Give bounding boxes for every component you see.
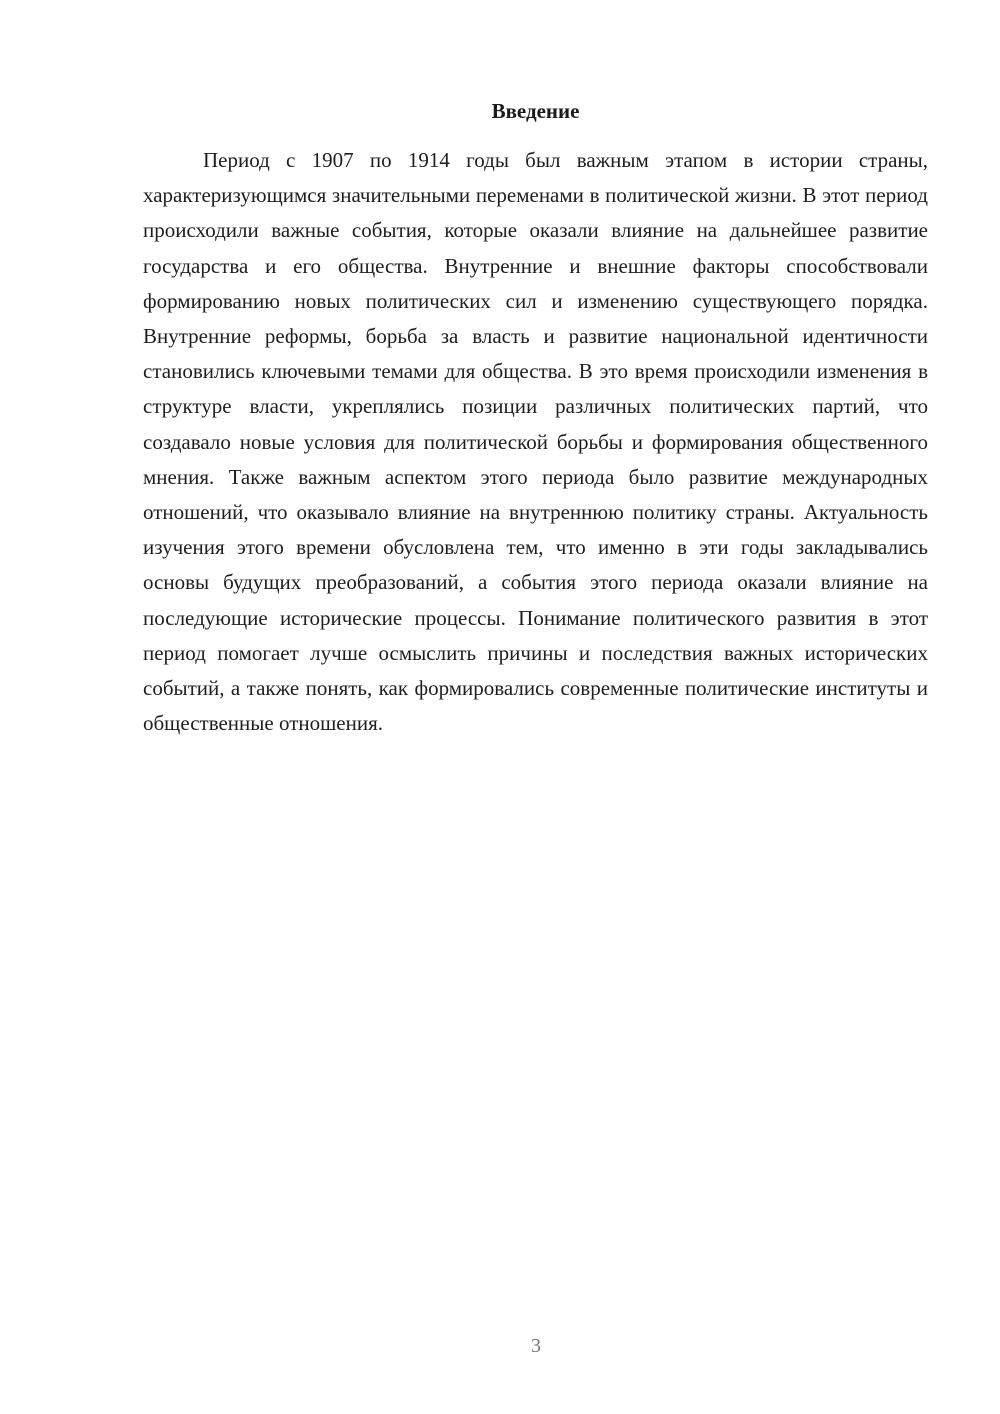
section-heading: Введение [491, 99, 580, 123]
intro-paragraph: Период с 1907 по 1914 годы был важным этапом в истории страны, характеризующимся значительными переменами в политической жизни. В этот период происходили важные события, которые оказали влияние на дальнейшее развитие государства и его общества. Внутренние и внешние факторы способствовали формированию новых политических сил и изменению существующего порядка. Внутренние реформы, борьба за власть и развитие национальной идентичности становились ключевыми темами для общества. В это время происходили изменения в структуре власти, укреплялись позиции различных политических партий, что создавало новые условия для политической борьбы и формирования общественного мнения. Также важным аспектом этого периода было развитие международных отношений, что оказывало влияние на внутреннюю политику страны. Актуальность изучения этого времени обусловлена тем, что именно в эти годы закладывались основы будущих преобразований, а события этого периода оказали влияние на последующие исторические процессы. Понимание политического развития в этот период помогает лучше осмыслить причины и последствия важных исторических событий, а также понять, как формировались современные политические институты и общественные отношения. [143, 148, 928, 736]
page-number: 3 [531, 1335, 541, 1357]
